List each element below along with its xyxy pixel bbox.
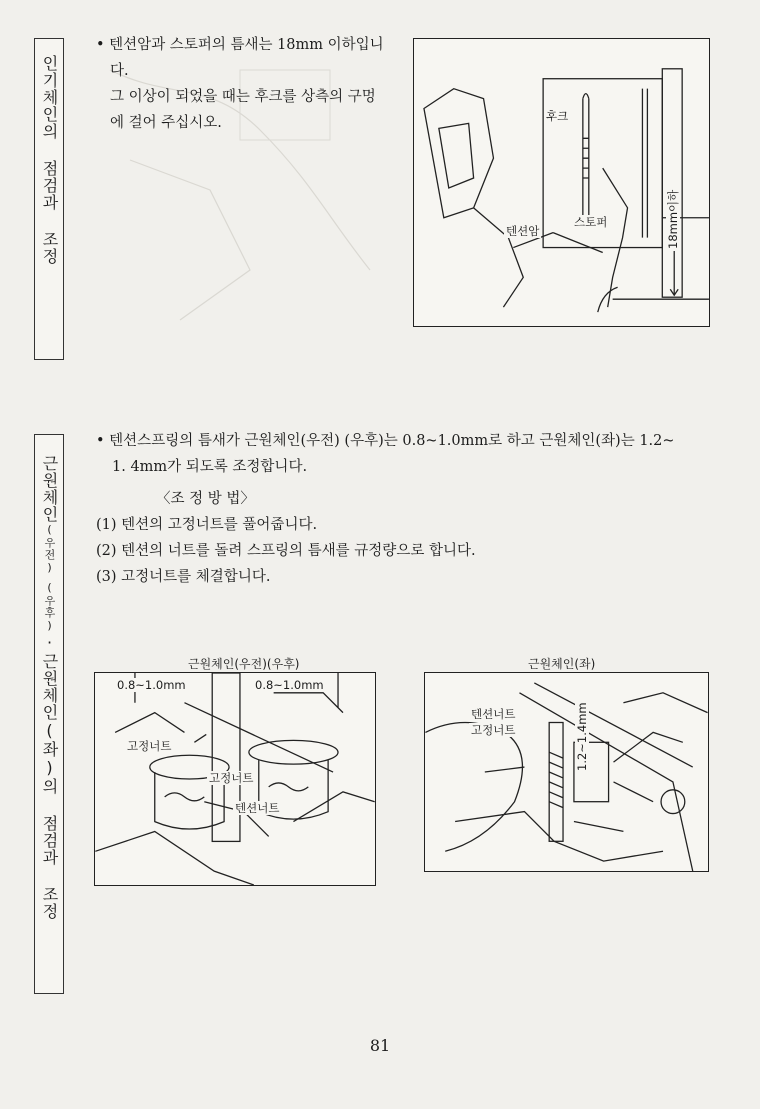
- tension-arm-drawing: [414, 39, 709, 326]
- figure-left-caption: 근원체인(우전)(우후): [188, 657, 300, 671]
- label-tension-nut-right: 텐션너트: [471, 707, 516, 721]
- page-number: 81: [369, 1036, 391, 1055]
- label-hook: 후크: [546, 109, 569, 123]
- label-dim-left: 0.8~1.0mm: [117, 678, 186, 692]
- bottom-line-1: • 텐션스프링의 틈새가 근원체인(우전) (우후)는 0.8~1.0mm로 하고 근원체인(좌)는 1.2~: [96, 428, 716, 454]
- section-title-bottom-4: ·근원체인(좌)의 점검과 조정: [40, 633, 59, 920]
- section-title-top: 인기체인의 점검과 조정: [40, 55, 59, 265]
- method-title: 〈조 정 방 법〉: [156, 491, 255, 507]
- label-lock-nut-right: 고정너트: [471, 723, 516, 737]
- section-title-bottom-1: 근원체인: [40, 455, 59, 523]
- top-instructions: [96, 32, 396, 136]
- step-2: (2) 텐션의 너트를 돌려 스프링의 틈새를 규정량으로 합니다.: [96, 543, 476, 559]
- figure-right-caption: 근원체인(좌): [528, 657, 596, 671]
- bottom-instructions: [96, 428, 716, 590]
- top-line-3: 그 이상이 되었을 때는 후크를 상측의 구멍: [110, 89, 376, 105]
- figure-root-chain-right: [94, 672, 376, 886]
- root-chain-left-drawing: [425, 673, 708, 871]
- step-1: (1) 텐션의 고정너트를 풀어줍니다.: [96, 517, 318, 533]
- label-tension-nut-left: 텐션너트: [235, 801, 280, 815]
- label-dim-18mm: 18mm이하: [666, 189, 680, 249]
- label-dim-right-figure: 1.2~1.4mm: [575, 702, 589, 771]
- label-tension-arm: 텐션암: [506, 224, 540, 238]
- top-line-2: 다.: [110, 63, 129, 79]
- section-title-box-top: [34, 38, 64, 360]
- figure-tension-arm: [413, 38, 710, 327]
- label-dim-right: 0.8~1.0mm: [255, 678, 324, 692]
- top-line-1: • 텐션암과 스토퍼의 틈새는 18mm 이하입니: [96, 32, 396, 58]
- top-line-4: 에 걸어 주십시오.: [110, 115, 222, 131]
- label-lock-nut-2: 고정너트: [209, 771, 254, 785]
- bottom-line-2: 1. 4mm가 되도록 조정합니다.: [112, 459, 308, 475]
- figure-root-chain-left: [424, 672, 709, 872]
- label-stopper: 스토퍼: [574, 215, 608, 229]
- step-3: (3) 고정너트를 체결합니다.: [96, 569, 271, 585]
- section-title-bottom-3: (우후): [43, 581, 56, 633]
- label-lock-nut-1: 고정너트: [127, 739, 172, 753]
- section-title-box-bottom: [34, 434, 64, 994]
- section-title-bottom-2: (우전): [43, 523, 56, 575]
